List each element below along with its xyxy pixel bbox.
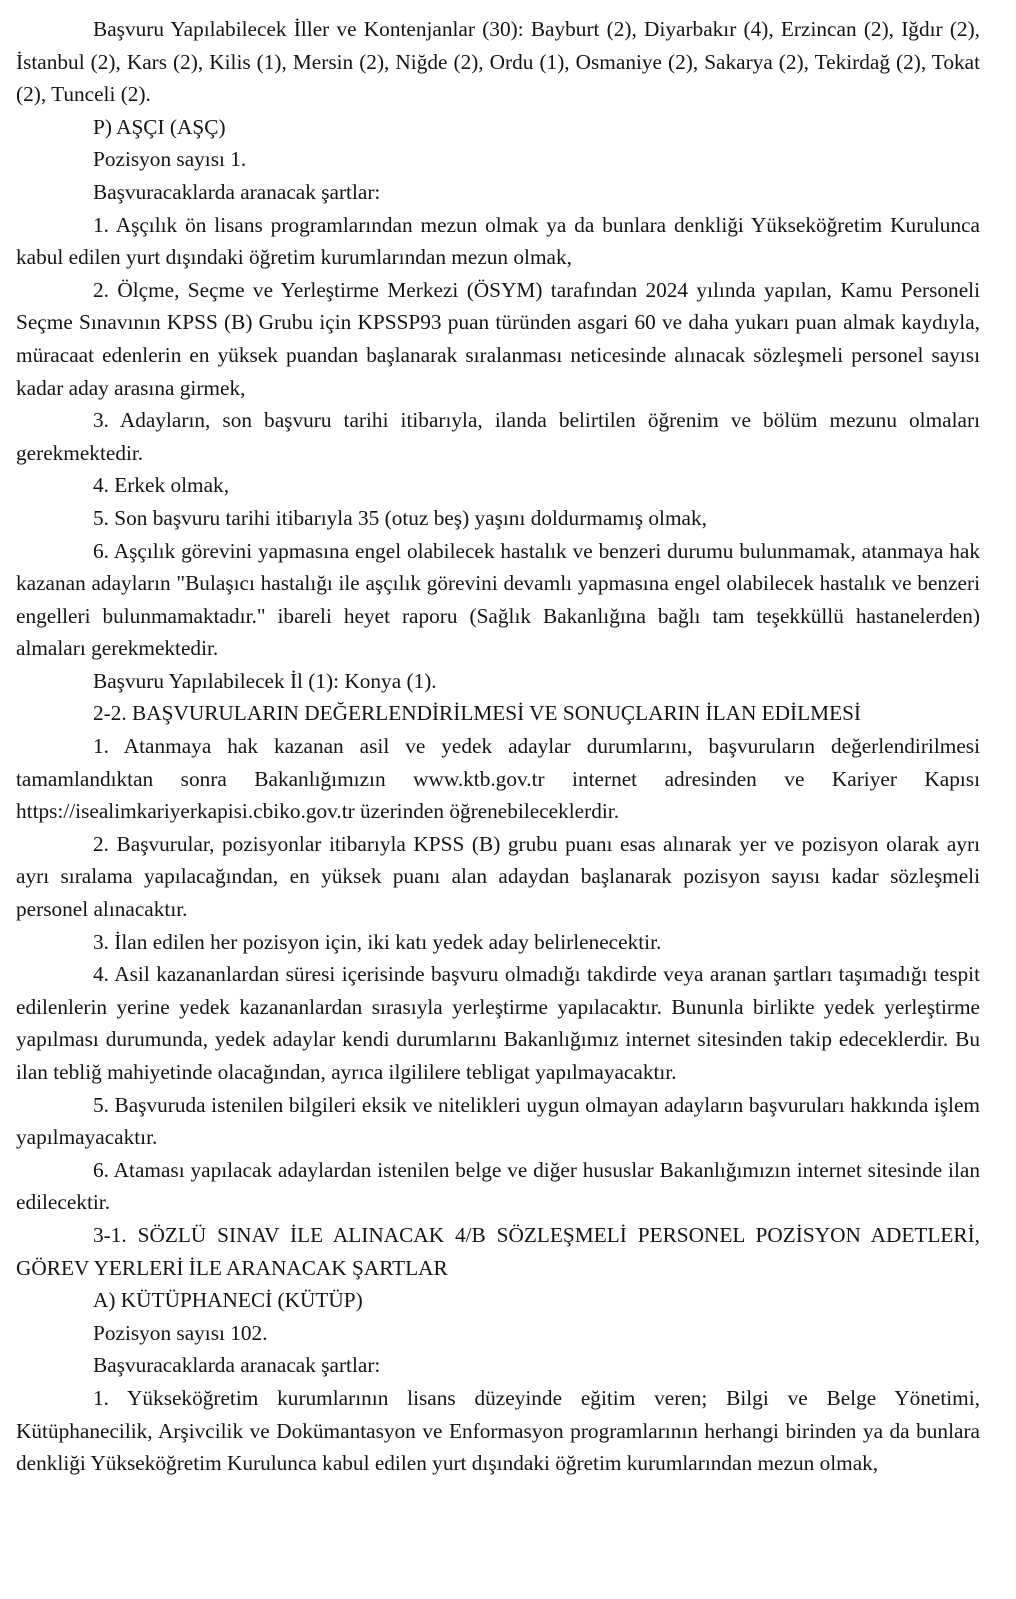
paragraph-evaluation-4: 4. Asil kazananlardan süresi içerisinde başvuru olmadığı takdirde veya aranan şartları taşımadığı tespit edilenlerin yerine yedek kazananlardan sırasıyla yerleştirme yapılacaktır. Bununla birlikte yedek yerleştirme yapılması durumunda, yedek adaylar kendi durumlarını Bakanlığımız internet sitesinden takip edeceklerdir. Bu ilan tebliğ mahiyetinde olacağından, ayrıca ilgililere tebligat yapılmayacaktır.	[16, 962, 980, 1084]
paragraph-requirement-6: 6. Aşçılık görevini yapmasına engel olabilecek hastalık ve benzeri durumu bulunmamak, atanmaya hak kazanan adayların "Bulaşıcı hastalığı ile aşçılık görevini devamlı yapmasına engel olabilecek hastalık ve benzeri engelleri bulunmamaktadır." ibareli heyet raporu (Sağlık Bakanlığına bağlı tam teşekküllü hastanelerden) almaları gerekmektedir.	[16, 538, 980, 661]
paragraph-requirement-1: 1. Aşçılık ön lisans programlarından mezun olmak ya da bunlara denkliği Yükseköğretim Kurulunca kabul edilen yurt dışındaki öğretim kurumlarından mezun olmak,	[16, 212, 980, 270]
paragraph-requirement-5: 5. Son başvuru tarihi itibarıyla 35 (otuz beş) yaşını doldurmamış olmak,	[93, 505, 707, 530]
paragraph-librarian-requirement-1: 1. Yükseköğretim kurumlarının lisans düzeyinde eğitim veren; Bilgi ve Belge Yönetimi, Kütüphanecilik, Arşivcilik ve Dokümantasyon ve Enformasyon programlarının herhangi birinden ya da bunlara denkliği Yükseköğretim Kurulunca kabul edilen yurt dışındaki öğretim kurumlarından mezun olmak,	[16, 1385, 980, 1476]
heading-evaluation-results: 2-2. BAŞVURULARIN DEĞERLENDİRİLMESİ VE SONUÇLARIN İLAN EDİLMESİ	[93, 701, 862, 726]
paragraph-librarian-position-count: Pozisyon sayısı 102.	[93, 1320, 268, 1345]
paragraph-requirements-intro: Başvuracaklarda aranacak şartlar:	[93, 179, 381, 204]
heading-librarian-position: A) KÜTÜPHANECİ (KÜTÜP)	[93, 1288, 363, 1313]
paragraph-librarian-requirements-intro: Başvuracaklarda aranacak şartlar:	[93, 1353, 381, 1378]
heading-oral-exam-positions: 3-1. SÖZLÜ SINAV İLE ALINACAK 4/B SÖZLEŞMELİ PERSONEL POZİSYON ADETLERİ, GÖREV YERLERİ İLE ARANACAK ŞARTLAR	[16, 1222, 980, 1280]
paragraph-evaluation-2: 2. Başvurular, pozisyonlar itibarıyla KPSS (B) grubu puanı esas alınarak yer ve pozisyon olarak ayrı ayrı sıralama yapılacağından, en yüksek puanı alan adaydan başlanarak pozisyon sayısı kadar sözleşmeli personel alınacaktır.	[16, 831, 980, 922]
paragraph-provinces-quota-30: Başvuru Yapılabilecek İller ve Kontenjanlar (30): Bayburt (2), Diyarbakır (4), Erzincan (2), Iğdır (2), İstanbul (2), Kars (2), Kilis (1), Mersin (2), Niğde (2), Ordu (1), Osmaniye (2), Sakarya (2), Tekirdağ (2), Tokat (2), Tunceli (2).	[16, 17, 980, 107]
paragraph-evaluation-5: 5. Başvuruda istenilen bilgileri eksik ve nitelikleri uygun olmayan adayların başvuruları hakkında işlem yapılmayacaktır.	[16, 1092, 980, 1150]
paragraph-evaluation-3: 3. İlan edilen her pozisyon için, iki katı yedek aday belirlenecektir.	[93, 929, 662, 954]
paragraph-requirement-4: 4. Erkek olmak,	[93, 473, 230, 498]
paragraph-evaluation-6: 6. Ataması yapılacak adaylardan istenilen belge ve diğer hususlar Bakanlığımızın internet sitesinde ilan edilecektir.	[16, 1157, 980, 1215]
heading-cook-position: P) AŞÇI (AŞÇ)	[93, 114, 226, 139]
paragraph-requirement-3: 3. Adayların, son başvuru tarihi itibarıyla, ilanda belirtilen öğrenim ve bölüm mezunu olmaları gerekmektedir.	[16, 408, 980, 465]
paragraph-province-konya: Başvuru Yapılabilecek İl (1): Konya (1).	[93, 668, 437, 693]
paragraph-evaluation-1: 1. Atanmaya hak kazanan asil ve yedek adaylar durumlarını, başvuruların değerlendirilmesi tamamlandıktan sonra Bakanlığımızın www.ktb.gov.tr internet adresinden ve Kariyer Kapısı https://isealimkariyerkapisi.cbiko.gov.tr üzerinden öğrenebileceklerdir.	[16, 734, 980, 824]
paragraph-requirement-2: 2. Ölçme, Seçme ve Yerleştirme Merkezi (ÖSYM) tarafından 2024 yılında yapılan, Kamu Personeli Seçme Sınavının KPSS (B) Grubu için KPSSP93 puan türünden asgari 60 ve daha yukarı puan almak kaydıyla, müracaat edenlerin en yüksek puandan başlanarak sıralanması neticesinde alınacak sözleşmeli personel sayısı kadar aday arasına girmek,	[16, 277, 980, 400]
paragraph-position-count: Pozisyon sayısı 1.	[93, 147, 247, 172]
